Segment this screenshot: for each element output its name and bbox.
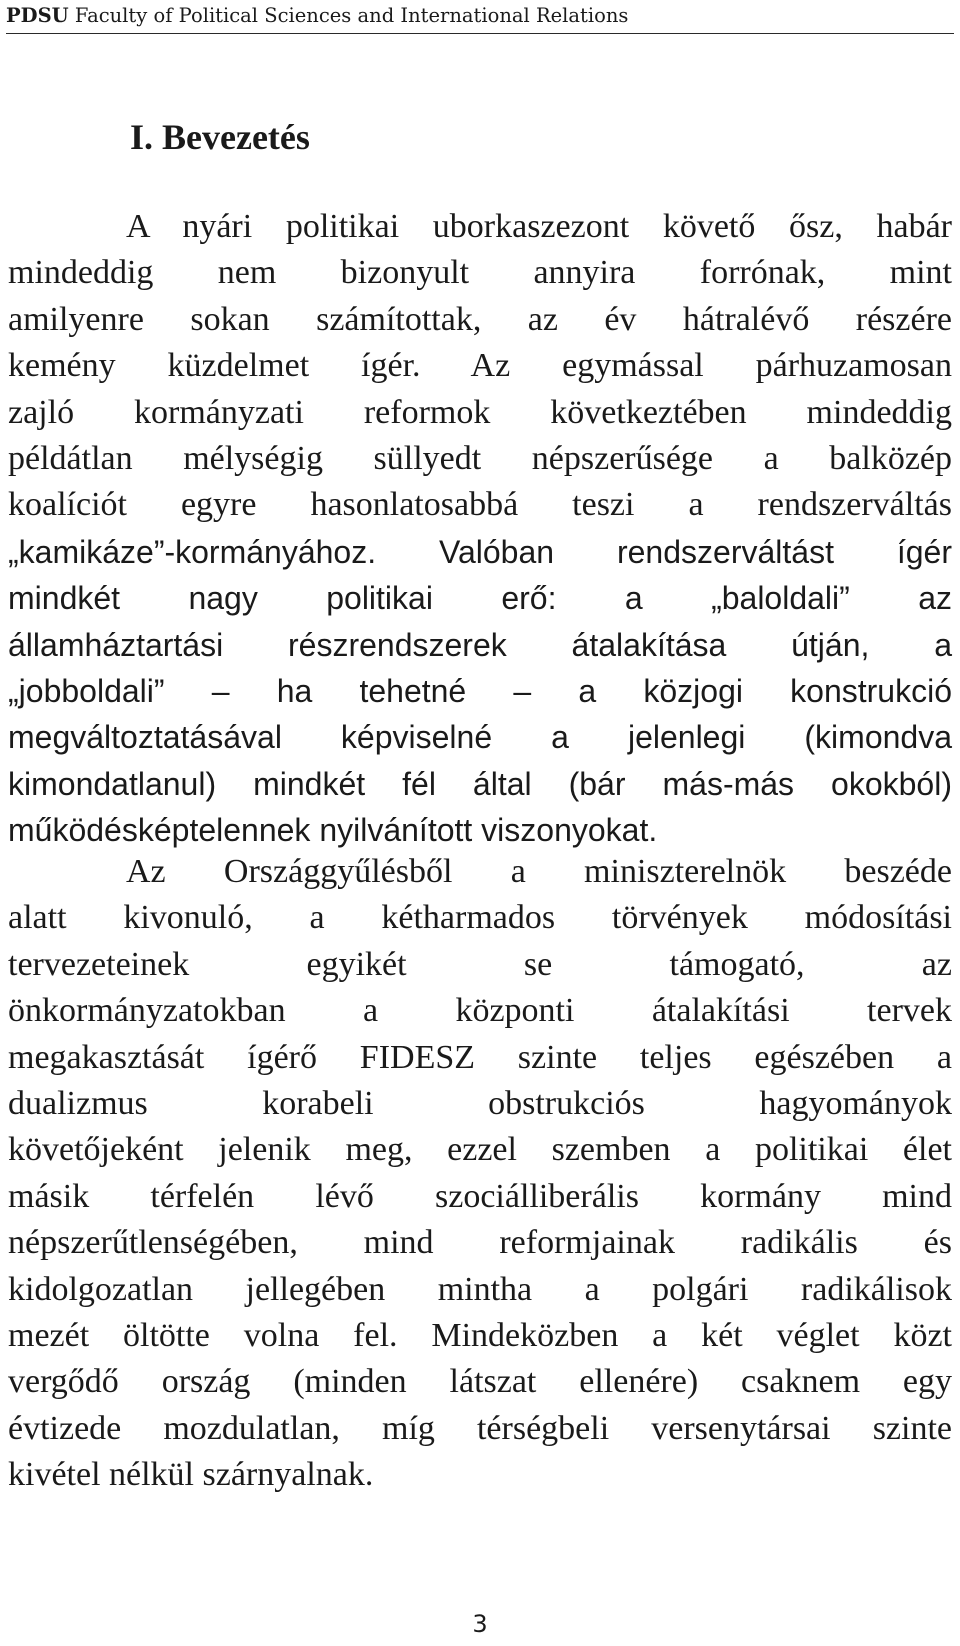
header-rule: [6, 33, 954, 34]
text-line: „jobboldali” – ha tehetné – a közjogi konstrukció: [8, 672, 952, 709]
header-institution: Faculty of Political Sciences and International Relations: [74, 4, 629, 27]
text-line: önkormányzatokban a központi átalakítási tervek: [8, 992, 952, 1030]
text-line: koalíciót egyre hasonlatosabbá teszi a rendszerváltás: [8, 486, 952, 524]
text-line: működésképtelennek nyilvánított viszonyokat.: [8, 812, 658, 849]
text-line: mindeddig nem bizonyult annyira forrónak, mint: [8, 254, 952, 292]
text-line: kivétel nélkül szárnyalnak.: [8, 1456, 374, 1494]
text-line: „kamikáze”-kormányához. Valóban rendszerváltást ígér: [8, 533, 952, 570]
page-number: 3: [472, 1610, 488, 1638]
text-line: dualizmus korabeli obstrukciós hagyományok: [8, 1084, 952, 1122]
text-line: kemény küzdelmet ígér. Az egymással párhuzamosan: [8, 347, 952, 385]
text-line: államháztartási részrendszerek átalakítása útján, a: [8, 626, 952, 663]
text-line: évtizede mozdulatlan, míg térségbeli versenytársai szinte: [8, 1409, 952, 1447]
text-line: mezét öltötte volna fel. Mindeközben a két véglet közt: [8, 1316, 952, 1354]
text-line: népszerűtlenségében, mind reformjainak radikális és: [8, 1224, 952, 1262]
text-line: megváltoztatásával képviselné a jelenlegi (kimondva: [8, 719, 952, 756]
text-line: amilyenre sokan számítottak, az év hátralévő részére: [8, 300, 952, 338]
text-line: példátlan mélységig süllyedt népszerűsége a balközép: [8, 439, 952, 477]
text-line: Az Országgyűlésből a miniszterelnök beszéde: [126, 853, 952, 890]
text-line: másik térfelén lévő szociálliberális kormány mind: [8, 1177, 952, 1215]
text-line: A nyári politikai uborkaszezont követő ősz, habár: [126, 208, 952, 245]
text-line: követőjeként jelenik meg, ezzel szemben a politikai élet: [8, 1131, 952, 1169]
text-line: tervezeteinek egyikét se támogató, az: [8, 945, 952, 983]
text-line: kidolgozatlan jellegében mintha a polgári radikálisok: [8, 1270, 952, 1308]
text-line: megakasztását ígérő FIDESZ szinte teljes egészében a: [8, 1038, 952, 1076]
running-header: [6, 1, 954, 31]
paragraph-intro: [8, 204, 952, 853]
header-abbreviation: PDSU: [6, 4, 69, 27]
section-heading: I. Bevezetés: [130, 117, 310, 157]
text-line: kimondatlanul) mindkét fél által (bár más-más okokból): [8, 765, 952, 802]
text-line: mindkét nagy politikai erő: a „baloldali” az: [8, 580, 952, 617]
paragraph-second: [8, 849, 952, 1498]
text-line: zajló kormányzati reformok következtében mindeddig: [8, 393, 952, 431]
text-line: vergődő ország (minden látszat ellenére) csaknem egy: [8, 1363, 952, 1401]
text-line: alatt kivonuló, a kétharmados törvények módosítási: [8, 899, 952, 937]
